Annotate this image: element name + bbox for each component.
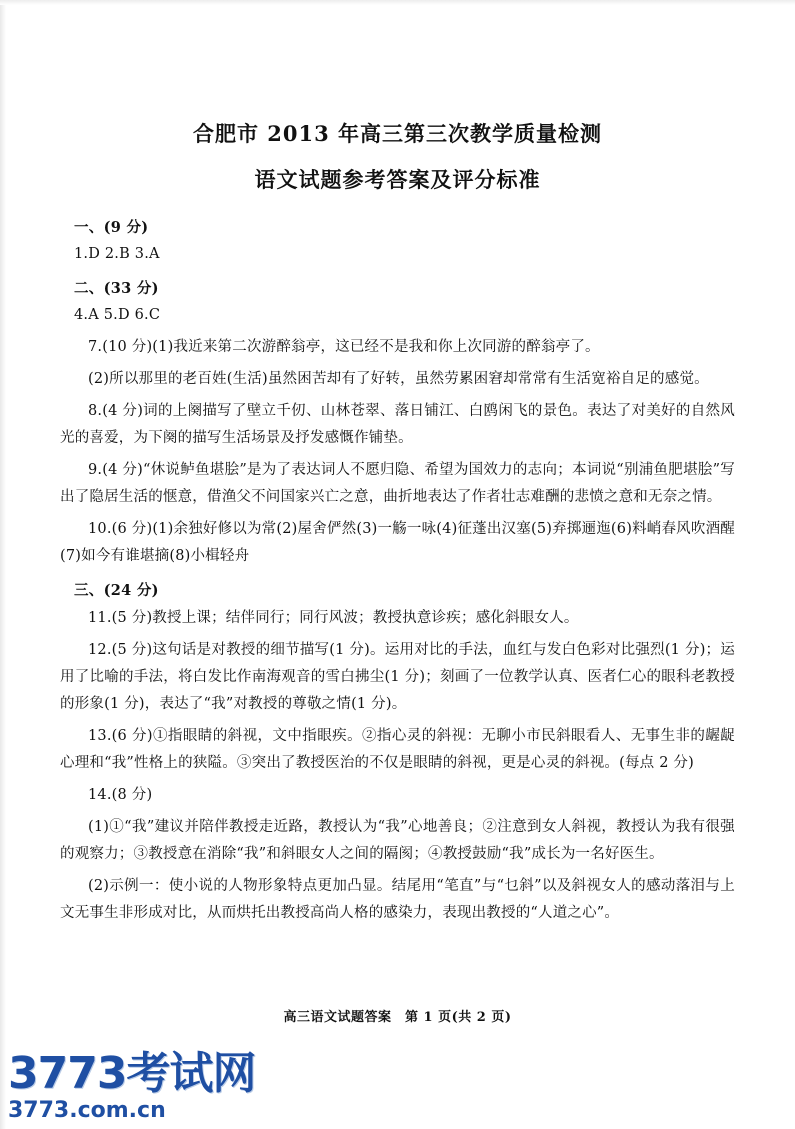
watermark-url: 3773.com.cn bbox=[8, 1098, 166, 1123]
answer-item-11: 11.(5 分)教授上课；结伴同行；同行风波；教授执意诊疾；感化斜眼女人。 bbox=[88, 610, 579, 626]
section-heading-3: 三、(24 分) bbox=[74, 582, 159, 599]
answer-item-14-1: (1)①“我”建议并陪伴教授走近路，教授认为“我”心地善良；②注意到女人斜视，教授认为我有很强的观察力；③教授意在消除“我”和斜眼女人之间的隔阂；④教授鼓励“我”成长为一名好医生。 bbox=[60, 819, 735, 862]
page-footer: 高三语文试题答案 第 1 页(共 2 页) bbox=[283, 1010, 512, 1025]
answer-line-2: 4.A 5.D 6.C bbox=[74, 307, 161, 323]
section-heading-1: 一、(9 分) bbox=[74, 219, 149, 236]
answer-item-10: 10.(6 分)(1)余独好修以为常(2)屋舍俨然(3)一觞一咏(4)征蓬出汉塞(5)弃掷逦迤(6)料峭春风吹酒醒(7)如今有谁堪摘(8)小楫轻舟 bbox=[60, 521, 735, 564]
answer-item-7: 7.(10 分)(1)我近来第二次游醉翁亭，这已经不是我和你上次同游的醉翁亭了。 bbox=[88, 339, 600, 355]
answer-item-13: 13.(6 分)①指眼睛的斜视，文中指眼疾。②指心灵的斜视：无聊小市民斜眼看人、无事生非的龌龊心理和“我”性格上的狭隘。③突出了教授医治的不仅是眼睛的斜视，更是心灵的斜视。(每点 2 分) bbox=[60, 728, 735, 771]
watermark-title: 3773考试网 bbox=[8, 1048, 256, 1099]
answer-item-8: 8.(4 分)词的上阕描写了壁立千仞、山林苍翠、落日铺江、白鸥闲飞的景色。表达了对美好的自然风光的喜爱，为下阕的描写生活场景及抒发感慨作铺垫。 bbox=[60, 403, 735, 446]
answer-item-14-2: (2)示例一：使小说的人物形象特点更加凸显。结尾用“笔直”与“乜斜”以及斜视女人的感动落泪与上文无事生非形成对比，从而烘托出教授高尚人格的感染力，表现出教授的“人道之心”。 bbox=[60, 878, 735, 921]
section-heading-2: 二、(33 分) bbox=[74, 280, 159, 297]
answer-item-9: 9.(4 分)“休说鲈鱼堪脍”是为了表达词人不愿归隐、希望为国效力的志向；本词说“别浦鱼肥堪脍”写出了隐居生活的惬意，借渔父不问国家兴亡之意，曲折地表达了作者壮志难酬的悲愤之意和无奈之情。 bbox=[60, 462, 735, 505]
answer-line-1: 1.D 2.B 3.A bbox=[74, 246, 160, 262]
document-body bbox=[60, 118, 735, 929]
watermark bbox=[8, 1048, 328, 1124]
scan-edge-top bbox=[0, 0, 795, 5]
scan-edge-left bbox=[0, 0, 6, 1129]
page-title-line1: 合肥市 2013 年高三第三次教学质量检测 bbox=[192, 121, 603, 146]
page-title-line2: 语文试题参考答案及评分标准 bbox=[254, 167, 541, 192]
answer-item-14: 14.(8 分) bbox=[88, 787, 153, 803]
answer-item-7-2: (2)所以那里的老百姓(生活)虽然困苦却有了好转，虽然劳累困窘却常常有生活宽裕自足的感觉。 bbox=[88, 371, 709, 387]
answer-item-12: 12.(5 分)这句话是对教授的细节描写(1 分)。运用对比的手法，血红与发白色彩对比强烈(1 分)；运用了比喻的手法，将白发比作南海观音的雪白拂尘(1 分)；刻画了一位教学认真、医者仁心的眼科老教授的形象(1 分)，表达了“我”对教授的尊敬之情(1 分)。 bbox=[60, 642, 735, 712]
